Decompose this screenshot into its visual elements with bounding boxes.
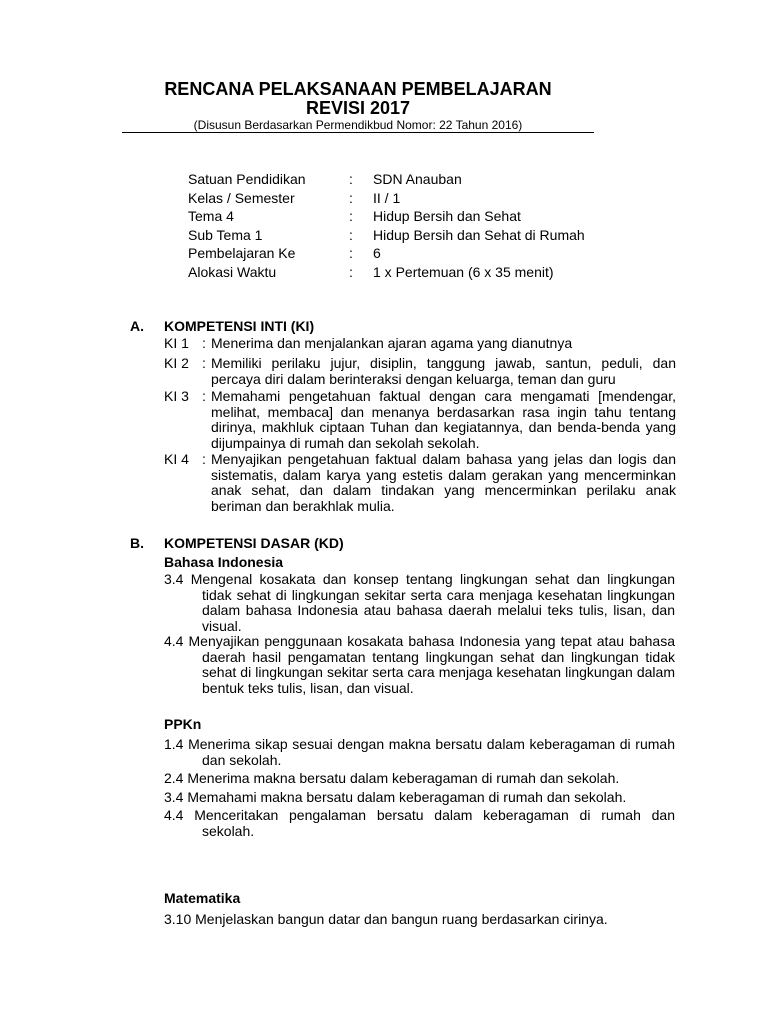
identity-table [188, 170, 648, 281]
kd-item: 3.4 Mengenal kosakata dan konsep tentang lingkungan sehat dan lingkungan tidak sehat di lingkungan sekitar serta cara menjaga kesehatan lingkungan dalam bahasa Indonesia atau bahasa daerah melalui teks tulis, lisan, dan visual. [164, 571, 675, 634]
section-b-letter: B. [130, 535, 144, 551]
kd-item: 4.4 Menyajikan penggunaan kosakata bahasa Indonesia yang tepat atau bahasa daerah hasil pengamatan tentang lingkungan sehat dan lingkungan tidak sehat di lingkungan sekitar serta cara menjaga kesehatan lingkungan dalam bentuk teks tulis, lisan, dan visual. [164, 633, 675, 696]
identity-colon: : [349, 226, 353, 243]
ki-code: KI 3 [164, 388, 189, 404]
identity-value: II / 1 [373, 189, 401, 206]
identity-label: Kelas / Semester [188, 189, 295, 206]
identity-value: SDN Anauban [373, 171, 462, 187]
ki-colon: : [202, 451, 206, 467]
kd-item: 4.4 Menceritakan pengalaman bersatu dalam keberagaman di rumah dan sekolah. [164, 807, 675, 839]
identity-label: Satuan Pendidikan [188, 171, 306, 187]
identity-value: Hidup Bersih dan Sehat [373, 208, 521, 224]
identity-label: Sub Tema 1 [188, 226, 263, 243]
kd-item: 2.4 Menerima makna bersatu dalam keberagaman di rumah dan sekolah. [164, 770, 620, 786]
identity-colon: : [349, 245, 353, 261]
identity-row [188, 226, 648, 245]
document-subtitle-revision: REVISI 2017 [305, 98, 411, 118]
identity-label: Pembelajaran Ke [188, 245, 296, 261]
identity-row [188, 207, 648, 226]
ki-item [164, 452, 676, 514]
identity-colon: : [349, 208, 353, 224]
ki-text: Menyajikan pengetahuan faktual dalam bahasa yang jelas dan logis dan sistematis, dalam karya yang estetis dalam gerakan yang mencerminkan anak sehat, dan dalam tindakan yang mencerminkan perilaku anak beriman dan berakhlak mulia. [211, 451, 676, 514]
identity-label: Tema 4 [188, 208, 234, 224]
kd-list [164, 912, 675, 928]
identity-label: Alokasi Waktu [188, 263, 277, 280]
identity-row [188, 170, 648, 189]
document-title: RENCANA PELAKSANAAN PEMBELAJARAN [164, 79, 552, 99]
identity-value: 6 [373, 245, 381, 261]
identity-colon: : [349, 189, 353, 206]
ki-item [164, 356, 676, 388]
subject-heading: Matematika [164, 890, 241, 906]
kd-item: 1.4 Menerima sikap sesuai dengan makna bersatu dalam keberagaman di rumah dan sekolah. [164, 736, 675, 768]
identity-value: Hidup Bersih dan Sehat di Rumah [373, 226, 585, 243]
kd-item: 3.10 Menjelaskan bangun datar dan bangun ruang berdasarkan cirinya. [164, 911, 608, 927]
ki-text: Memahami pengetahuan faktual dengan cara mengamati [mendengar, melihat, membaca] dan menanya berdasarkan rasa ingin tahu tentang dirinya, makhluk ciptaan Tuhan dan kegiatannya, dan benda-benda yang dijumpainya di rumah dan sekolah sekolah. [211, 388, 676, 451]
identity-colon: : [349, 171, 353, 187]
section-b-title: KOMPETENSI DASAR (KD) [164, 535, 344, 551]
subject-heading: PPKn [164, 716, 202, 732]
ki-item [164, 389, 676, 451]
identity-row [188, 263, 648, 282]
kd-item: 3.4 Memahami makna bersatu dalam keberagaman di rumah dan sekolah. [164, 788, 627, 805]
identity-row [188, 244, 648, 263]
ki-code: KI 2 [164, 355, 189, 371]
ki-text: Menerima dan menjalankan ajaran agama yang dianutnya [211, 335, 573, 351]
ki-code: KI 4 [164, 451, 189, 467]
ki-colon: : [202, 355, 206, 371]
subject-heading: Bahasa Indonesia [164, 554, 284, 570]
ki-code: KI 1 [164, 335, 189, 351]
identity-row [188, 189, 648, 208]
ki-item [164, 336, 676, 352]
kd-list [164, 572, 675, 696]
ki-colon: : [202, 335, 206, 351]
ki-colon: : [202, 388, 206, 404]
document-source-note: (Disusun Berdasarkan Permendikbud Nomor: 22 Tahun 2016) [193, 118, 523, 132]
section-a-letter: A. [130, 318, 144, 334]
identity-colon: : [349, 263, 353, 280]
ki-text: Memiliki perilaku jujur, disiplin, tanggung jawab, santun, peduli, dan percaya diri dalam berinteraksi dengan keluarga, teman dan guru [211, 355, 676, 387]
section-a-title: KOMPETENSI INTI (KI) [164, 318, 315, 334]
header-divider [122, 132, 594, 133]
kd-list [164, 737, 675, 839]
identity-value: 1 x Pertemuan (6 x 35 menit) [373, 263, 554, 280]
